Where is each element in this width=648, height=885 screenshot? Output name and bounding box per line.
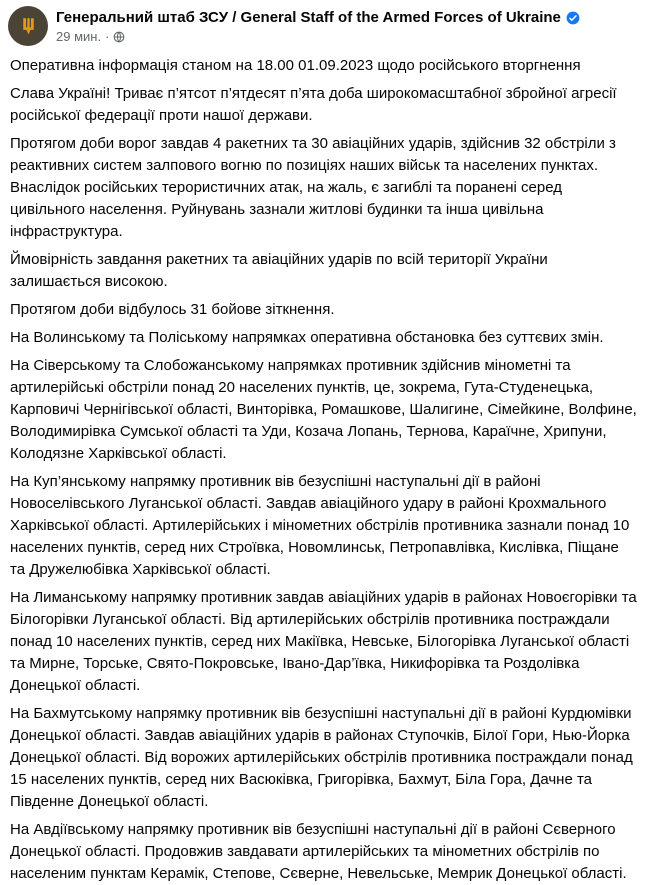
header-info [56,6,580,45]
post-paragraph: На Бахмутському напрямку противник вів безуспішні наступальні дії в районі Курдюмівки Донецької області. Завдав авіаційних ударів в районах Ступочків, Білої Гори, Нью-Йорка Донецької області. Від ворожих артилерійських обстрілів противника постраждали понад 15 населених пунктів, серед них Васюківка, Григорівка, Бахмут, Біла Гора, Дачне та Південне Донецької області. [10,705,633,810]
verified-badge-icon [566,11,580,25]
trident-emblem-icon [18,15,39,38]
meta-separator: · [105,29,110,44]
post-paragraph: Протягом доби відбулось 31 бойове зіткнення. [10,301,335,318]
post-paragraph: На Лиманському напрямку противник завдав авіаційних ударів в районах Новоєгорівки та Білогорівки Луганської області. Від артилерійських обстрілів противника постраждали понад 10 населених пунктів, серед них Макіївка, Невське, Білогорівка Луганської області та Мирне, Торське, Свято-Покровське, Івано-Дар’ївка, Никифорівка та Роздолівка Донецької області. [10,589,637,694]
post-header [0,0,648,46]
post-paragraph: Протягом доби ворог завдав 4 ракетних та 30 авіаційних ударів, здійснив 32 обстріли з реактивних систем залпового вогню по позиціях наших військ та населених пунктах. Внаслідок російських терористичних атак, на жаль, є загиблі та поранені серед цивільного населення. Руйнувань зазнали житлові будинки та інша цивільна інфраструктура. [10,135,616,240]
post-paragraph: Оперативна інформація станом на 18.00 01.09.2023 щодо російського вторгнення [10,57,581,74]
post-paragraph: На Авдіївському напрямку противник вів безуспішні наступальні дії в районі Сєверного Донецької області. Продовжив завдавати артилерійських та мінометних обстрілів по населеним пунктам Керамік, Степове, Сєверне, Невельське, Мемрик Донецької області. [10,821,627,882]
post-paragraph: Слава Україні! Триває п’ятсот п’ятдесят п’ята доба широкомасштабної збройної агресії російської федерації проти нашої держави. [10,85,617,124]
post-paragraph: Ймовірність завдання ракетних та авіаційних ударів по всій території України залишається високою. [10,251,548,290]
post-paragraph: На Сіверському та Слобожанському напрямках противник здійснив мінометні та артилерійські обстріли понад 20 населених пунктів, це, зокрема, Гута-Студенецька, Карповичі Чернігівської області, Винторівка, Ромашкове, Шалигине, Сімейкине, Волфине, Володимирівка Сумської області та Уди, Козача Лопань, Тернова, Караїчне, Хрипуни, Колодязне Харківської області. [10,357,637,462]
post-meta-row [56,29,580,45]
globe-public-icon [113,31,125,43]
page-name-link[interactable]: Генеральний штаб ЗСУ / General Staff of the Armed Forces of Ukraine [56,9,561,26]
post-paragraph: На Куп’янському напрямку противник вів безуспішні наступальні дії в районі Новоселівського Луганської області. Завдав авіаційного удару в районі Крохмального Харківської області. Артилерійських і мінометних обстрілів противника зазнали понад 10 населених пунктів, серед них Строївка, Новомлинськ, Петропавлівка, Кислівка, Піщане та Дружелюбівка Харківської області. [10,473,630,578]
page-avatar[interactable] [8,6,48,46]
page-name-row [56,8,580,27]
timestamp-link[interactable]: 29 мин. [56,29,102,44]
post-body [0,46,648,885]
post-paragraph: На Волинському та Поліському напрямках оперативна обстановка без суттєвих змін. [10,329,604,346]
